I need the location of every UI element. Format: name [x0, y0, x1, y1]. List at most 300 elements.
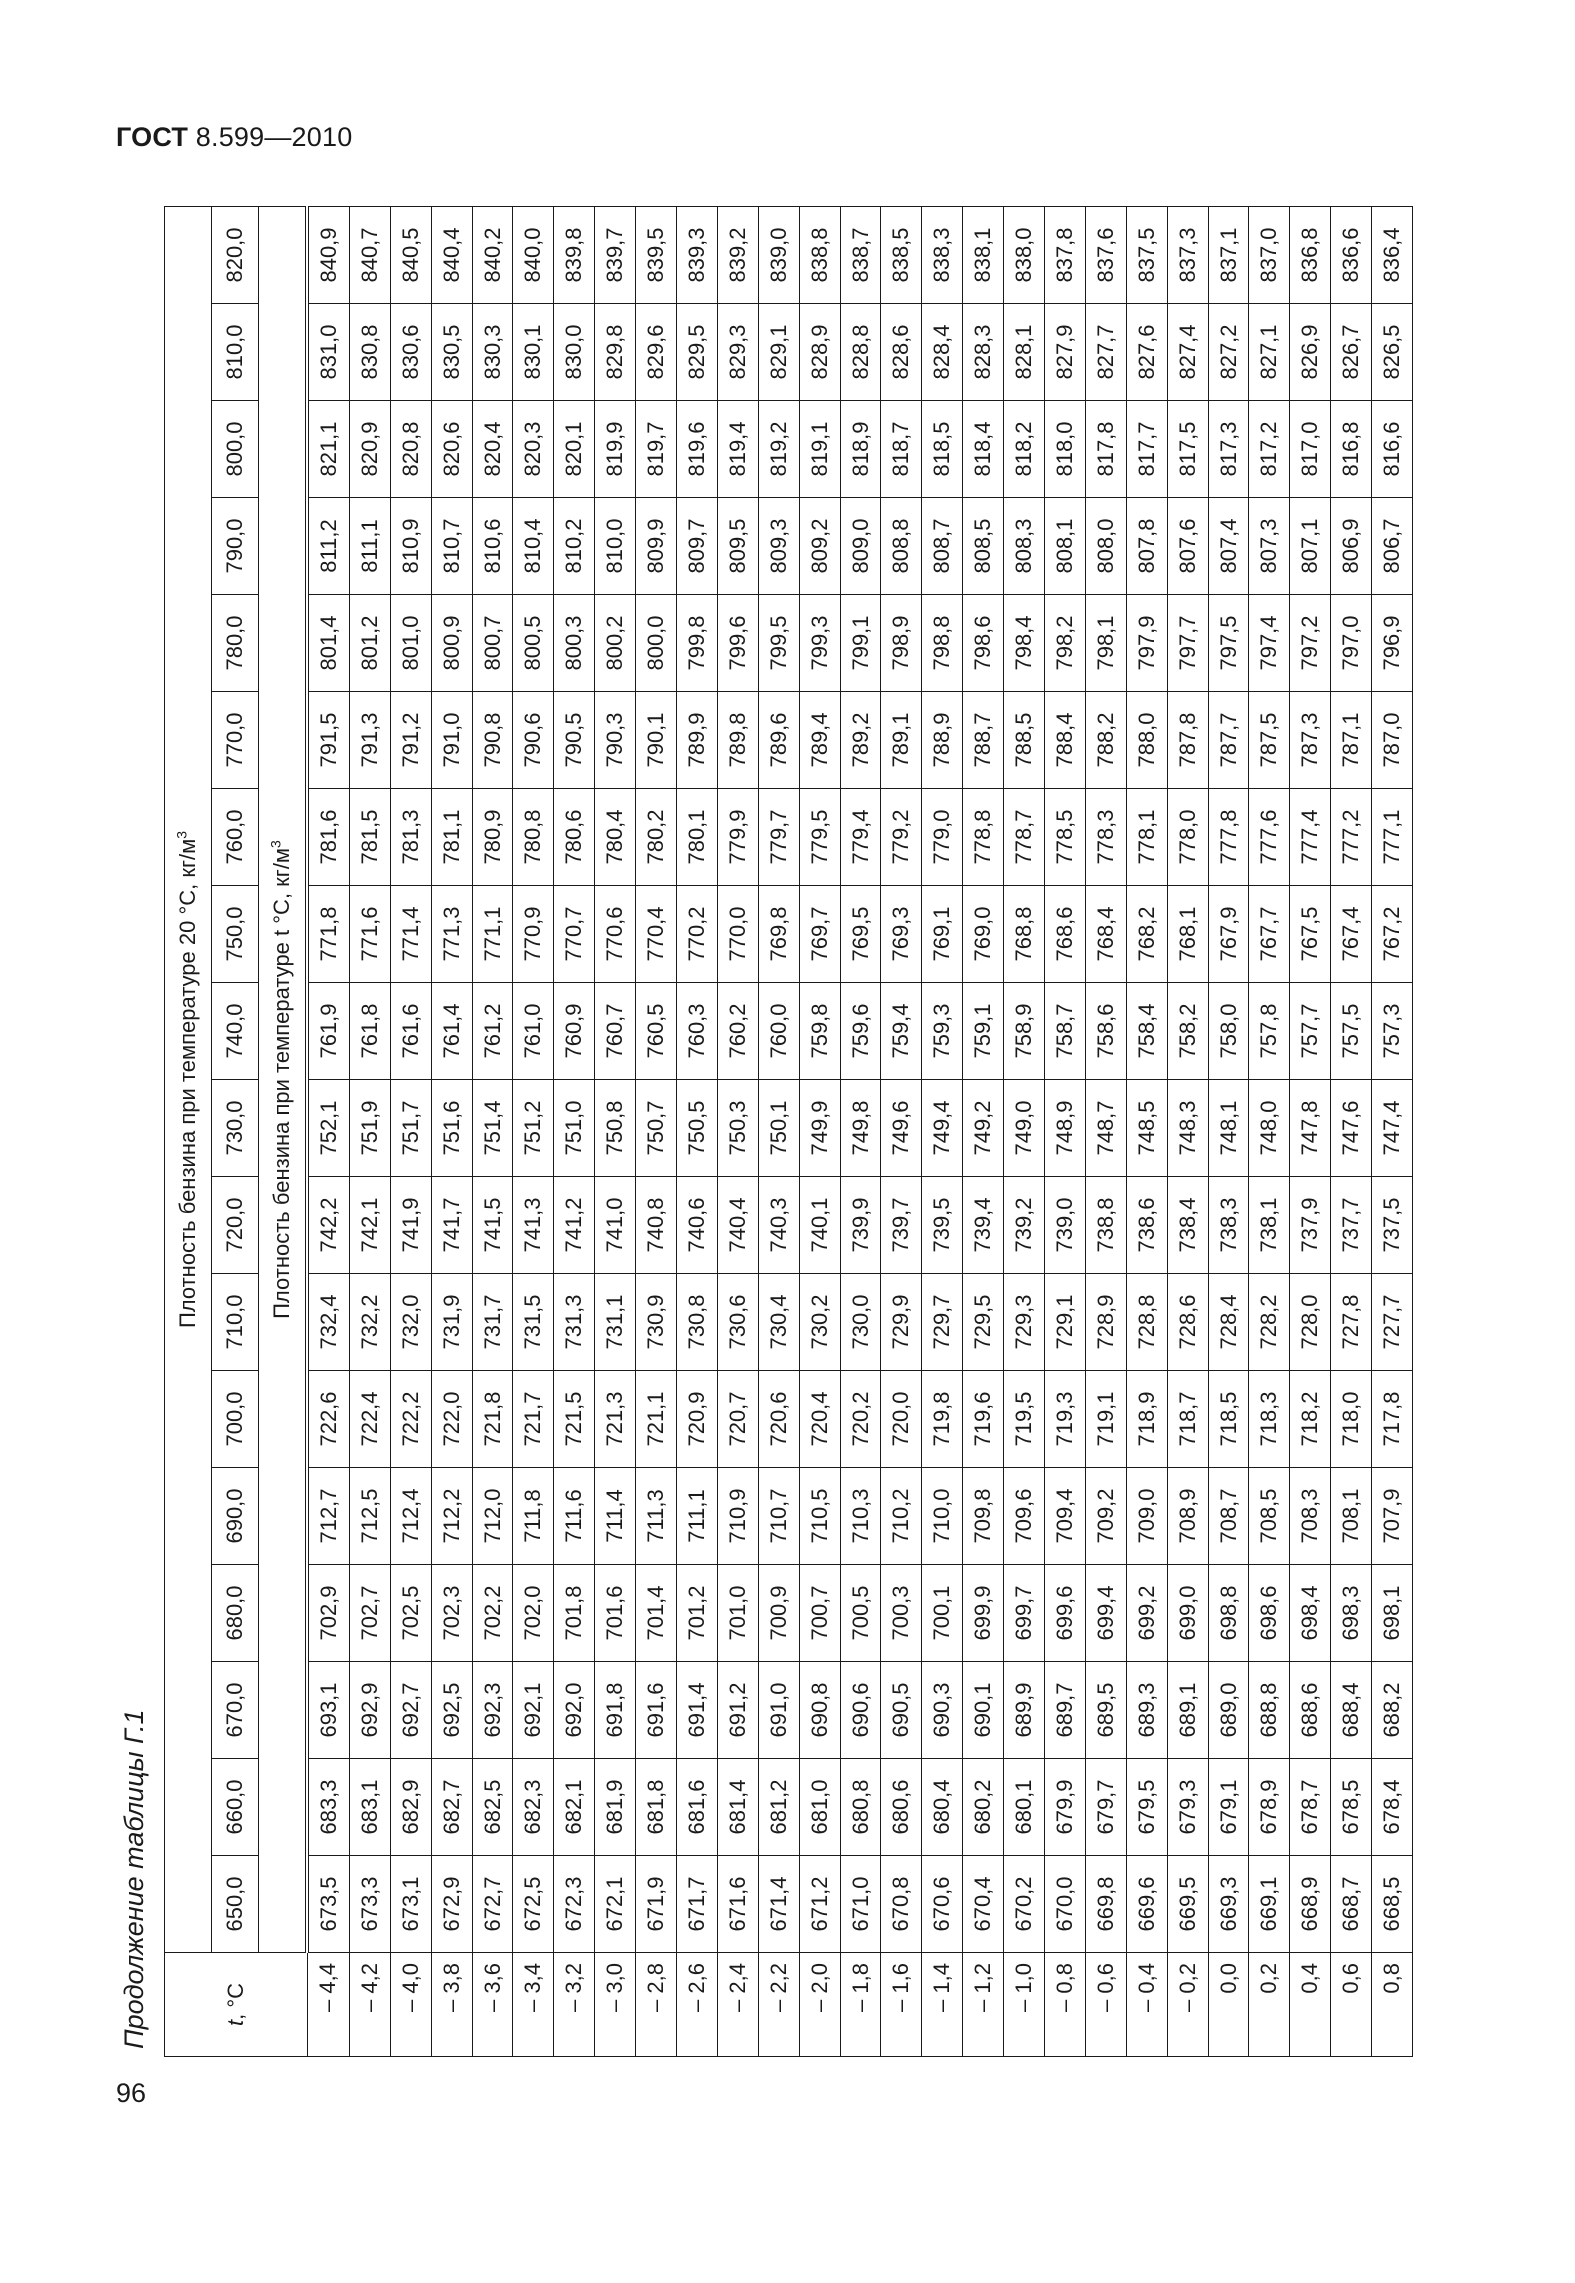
density-cell: 699,9 — [963, 1565, 1004, 1662]
density-cell: 768,2 — [1126, 886, 1167, 983]
density-cell: 831,0 — [307, 304, 349, 401]
table-row — [1331, 207, 1372, 2057]
density-cell: 741,9 — [390, 1177, 431, 1274]
density-cell: 671,6 — [717, 1856, 758, 1953]
density-cell: 790,1 — [636, 692, 677, 789]
density-cell: 699,6 — [1045, 1565, 1086, 1662]
density-cell: 700,7 — [799, 1565, 840, 1662]
density-cell: 808,7 — [922, 498, 963, 595]
table-row — [1290, 207, 1331, 2057]
density-cell: 709,0 — [1126, 1468, 1167, 1565]
density-cell: 700,1 — [922, 1565, 963, 1662]
density-cell: 759,4 — [881, 983, 922, 1080]
density-cell: 780,9 — [472, 789, 513, 886]
density-cell: 737,9 — [1290, 1177, 1331, 1274]
density-cell: 688,8 — [1249, 1662, 1290, 1759]
density-cell: 679,7 — [1085, 1759, 1126, 1856]
density-cell: 771,1 — [472, 886, 513, 983]
standard-number: 8.599—2010 — [195, 122, 353, 152]
density-cell: 748,5 — [1126, 1080, 1167, 1177]
density-cell: 692,9 — [349, 1662, 390, 1759]
density-cell: 719,5 — [1004, 1371, 1045, 1468]
density-cell: 838,1 — [963, 207, 1004, 304]
density-cell: 729,3 — [1004, 1274, 1045, 1371]
density-cell: 827,6 — [1126, 304, 1167, 401]
density-cell: 788,4 — [1045, 692, 1086, 789]
density-cell: 747,4 — [1372, 1080, 1413, 1177]
density-cell: 790,6 — [513, 692, 554, 789]
density-cell: 779,2 — [881, 789, 922, 886]
density-cell: 777,2 — [1331, 789, 1372, 886]
temperature-cell: 0,0 — [1208, 1953, 1249, 2057]
density-cell: 761,6 — [390, 983, 431, 1080]
sub-header-text: Плотность бензина при температуре t °С, кг/м — [269, 847, 294, 1319]
density-cell: 737,5 — [1372, 1177, 1413, 1274]
density-cell: 800,9 — [431, 595, 472, 692]
density-cell: 828,9 — [799, 304, 840, 401]
density-cell: 718,3 — [1249, 1371, 1290, 1468]
density-cell: 730,4 — [758, 1274, 799, 1371]
density-cell: 691,0 — [758, 1662, 799, 1759]
table-row — [307, 207, 349, 2057]
density-column-header: 790,0 — [212, 498, 259, 595]
density-cell: 828,3 — [963, 304, 1004, 401]
density-cell: 698,6 — [1249, 1565, 1290, 1662]
density-cell: 699,2 — [1126, 1565, 1167, 1662]
density-cell: 757,3 — [1372, 983, 1413, 1080]
density-cell: 777,6 — [1249, 789, 1290, 886]
density-cell: 711,8 — [513, 1468, 554, 1565]
density-cell: 672,1 — [595, 1856, 636, 1953]
density-cell: 692,3 — [472, 1662, 513, 1759]
density-cell: 712,7 — [307, 1468, 349, 1565]
density-cell: 730,2 — [799, 1274, 840, 1371]
density-cell: 760,7 — [595, 983, 636, 1080]
density-cell: 741,5 — [472, 1177, 513, 1274]
table-row — [881, 207, 922, 2057]
density-cell: 749,4 — [922, 1080, 963, 1177]
density-cell: 731,1 — [595, 1274, 636, 1371]
density-cell: 780,8 — [513, 789, 554, 886]
standard-prefix: ГОСТ — [116, 122, 189, 152]
table-row — [636, 207, 677, 2057]
density-cell: 789,8 — [717, 692, 758, 789]
temperature-cell: – 1,6 — [881, 1953, 922, 2057]
density-cell: 679,1 — [1208, 1759, 1249, 1856]
density-cell: 739,2 — [1004, 1177, 1045, 1274]
density-cell: 768,8 — [1004, 886, 1045, 983]
density-cell: 760,0 — [758, 983, 799, 1080]
density-cell: 692,5 — [431, 1662, 472, 1759]
density-cell: 750,5 — [677, 1080, 718, 1177]
density-cell: 778,1 — [1126, 789, 1167, 886]
density-cell: 830,6 — [390, 304, 431, 401]
density-cell: 801,4 — [307, 595, 349, 692]
density-cell: 750,8 — [595, 1080, 636, 1177]
density-cell: 739,5 — [922, 1177, 963, 1274]
density-cell: 799,5 — [758, 595, 799, 692]
density-cell: 809,2 — [799, 498, 840, 595]
density-cell: 741,7 — [431, 1177, 472, 1274]
density-cell: 750,7 — [636, 1080, 677, 1177]
density-cell: 828,4 — [922, 304, 963, 401]
density-cell: 708,9 — [1167, 1468, 1208, 1565]
density-cell: 749,8 — [840, 1080, 881, 1177]
density-cell: 730,8 — [677, 1274, 718, 1371]
density-cell: 741,3 — [513, 1177, 554, 1274]
density-cell: 721,7 — [513, 1371, 554, 1468]
density-cell: 712,0 — [472, 1468, 513, 1565]
density-column-header: 780,0 — [212, 595, 259, 692]
density-cell: 678,4 — [1372, 1759, 1413, 1856]
density-cell: 768,4 — [1085, 886, 1126, 983]
density-cell: 761,2 — [472, 983, 513, 1080]
density-cell: 740,3 — [758, 1177, 799, 1274]
density-cell: 769,3 — [881, 886, 922, 983]
table-row — [799, 207, 840, 2057]
density-cell: 731,7 — [472, 1274, 513, 1371]
density-cell: 739,0 — [1045, 1177, 1086, 1274]
table-row — [390, 207, 431, 2057]
density-cell: 768,1 — [1167, 886, 1208, 983]
density-cell: 711,6 — [554, 1468, 595, 1565]
density-cell: 820,9 — [349, 401, 390, 498]
density-cell: 787,3 — [1290, 692, 1331, 789]
density-cell: 672,5 — [513, 1856, 554, 1953]
density-cell: 839,0 — [758, 207, 799, 304]
table-row — [349, 207, 390, 2057]
density-cell: 771,3 — [431, 886, 472, 983]
density-cell: 778,7 — [1004, 789, 1045, 886]
density-cell: 701,8 — [554, 1565, 595, 1662]
density-cell: 771,8 — [307, 886, 349, 983]
density-cell: 837,5 — [1126, 207, 1167, 304]
density-cell: 731,5 — [513, 1274, 554, 1371]
density-cell: 673,1 — [390, 1856, 431, 1953]
density-cell: 682,1 — [554, 1759, 595, 1856]
density-cell: 827,7 — [1085, 304, 1126, 401]
density-cell: 749,2 — [963, 1080, 1004, 1177]
density-cell: 809,0 — [840, 498, 881, 595]
density-cell: 767,9 — [1208, 886, 1249, 983]
density-cell: 751,2 — [513, 1080, 554, 1177]
density-cell: 702,9 — [307, 1565, 349, 1662]
density-cell: 689,1 — [1167, 1662, 1208, 1759]
density-cell: 698,8 — [1208, 1565, 1249, 1662]
density-cell: 707,9 — [1372, 1468, 1413, 1565]
density-cell: 806,7 — [1372, 498, 1413, 595]
temperature-cell: – 1,0 — [1004, 1953, 1045, 2057]
density-cell: 807,4 — [1208, 498, 1249, 595]
density-cell: 800,0 — [636, 595, 677, 692]
density-cell: 681,6 — [677, 1759, 718, 1856]
density-column-header: 810,0 — [212, 304, 259, 401]
density-cell: 837,0 — [1249, 207, 1290, 304]
density-column-header: 740,0 — [212, 983, 259, 1080]
density-cell: 840,7 — [349, 207, 390, 304]
density-cell: 826,5 — [1372, 304, 1413, 401]
density-cell: 750,1 — [758, 1080, 799, 1177]
density-cell: 836,8 — [1290, 207, 1331, 304]
density-cell: 767,4 — [1331, 886, 1372, 983]
density-cell: 728,8 — [1126, 1274, 1167, 1371]
density-cell: 718,7 — [1167, 1371, 1208, 1468]
density-cell: 727,8 — [1331, 1274, 1372, 1371]
density-column-header: 730,0 — [212, 1080, 259, 1177]
density-cell: 740,6 — [677, 1177, 718, 1274]
density-cell: 669,1 — [1249, 1856, 1290, 1953]
density-cell: 712,4 — [390, 1468, 431, 1565]
density-cell: 798,4 — [1004, 595, 1045, 692]
density-cell: 761,9 — [307, 983, 349, 1080]
density-cell: 830,5 — [431, 304, 472, 401]
density-cell: 821,1 — [307, 401, 349, 498]
density-cell: 721,8 — [472, 1371, 513, 1468]
density-cell: 819,6 — [677, 401, 718, 498]
density-cell: 709,2 — [1085, 1468, 1126, 1565]
density-cell: 819,4 — [717, 401, 758, 498]
density-cell: 719,1 — [1085, 1371, 1126, 1468]
density-cell: 820,4 — [472, 401, 513, 498]
density-cell: 769,8 — [758, 886, 799, 983]
density-cell: 791,5 — [307, 692, 349, 789]
density-cell: 730,6 — [717, 1274, 758, 1371]
density-cell: 728,4 — [1208, 1274, 1249, 1371]
density-cell: 788,7 — [963, 692, 1004, 789]
density-cell: 788,5 — [1004, 692, 1045, 789]
density-cell: 798,1 — [1085, 595, 1126, 692]
density-cell: 811,1 — [349, 498, 390, 595]
density-cell: 761,0 — [513, 983, 554, 1080]
density-cell: 710,5 — [799, 1468, 840, 1565]
density-cell: 817,5 — [1167, 401, 1208, 498]
density-cell: 682,3 — [513, 1759, 554, 1856]
density-cell: 751,4 — [472, 1080, 513, 1177]
table-row — [554, 207, 595, 2057]
density-cell: 816,8 — [1331, 401, 1372, 498]
density-cell: 698,1 — [1372, 1565, 1413, 1662]
density-cell: 728,6 — [1167, 1274, 1208, 1371]
density-column-header: 690,0 — [212, 1468, 259, 1565]
density-cell: 691,2 — [717, 1662, 758, 1759]
density-cell: 789,1 — [881, 692, 922, 789]
density-cell: 700,9 — [758, 1565, 799, 1662]
density-cell: 738,4 — [1167, 1177, 1208, 1274]
density-cell: 709,6 — [1004, 1468, 1045, 1565]
density-cell: 702,3 — [431, 1565, 472, 1662]
density-cell: 767,2 — [1372, 886, 1413, 983]
density-cell: 818,7 — [881, 401, 922, 498]
density-cell: 788,9 — [922, 692, 963, 789]
density-cell: 708,3 — [1290, 1468, 1331, 1565]
density-cell: 692,1 — [513, 1662, 554, 1759]
density-cell: 700,3 — [881, 1565, 922, 1662]
density-cell: 820,3 — [513, 401, 554, 498]
temperature-cell: – 0,2 — [1167, 1953, 1208, 2057]
density-cell: 679,9 — [1045, 1759, 1086, 1856]
temperature-cell: – 4,0 — [390, 1953, 431, 2057]
density-cell: 790,5 — [554, 692, 595, 789]
density-cell: 797,7 — [1167, 595, 1208, 692]
density-cell: 741,0 — [595, 1177, 636, 1274]
density-column-header: 680,0 — [212, 1565, 259, 1662]
density-cell: 838,7 — [840, 207, 881, 304]
density-cell: 749,9 — [799, 1080, 840, 1177]
temperature-cell: – 4,2 — [349, 1953, 390, 2057]
density-cell: 708,1 — [1331, 1468, 1372, 1565]
group-header — [165, 207, 212, 1953]
density-cell: 771,6 — [349, 886, 390, 983]
density-cell: 840,9 — [307, 207, 349, 304]
density-cell: 781,5 — [349, 789, 390, 886]
density-cell: 717,8 — [1372, 1371, 1413, 1468]
density-cell: 689,3 — [1126, 1662, 1167, 1759]
density-cell: 730,0 — [840, 1274, 881, 1371]
density-cell: 791,0 — [431, 692, 472, 789]
density-cell: 817,8 — [1085, 401, 1126, 498]
density-cell: 839,3 — [677, 207, 718, 304]
density-column-header: 700,0 — [212, 1371, 259, 1468]
density-cell: 718,0 — [1331, 1371, 1372, 1468]
density-cell: 683,3 — [307, 1759, 349, 1856]
density-cell: 688,4 — [1331, 1662, 1372, 1759]
density-cell: 681,4 — [717, 1759, 758, 1856]
density-cell: 770,6 — [595, 886, 636, 983]
density-cell: 818,0 — [1045, 401, 1086, 498]
density-cell: 672,7 — [472, 1856, 513, 1953]
density-cell: 721,1 — [636, 1371, 677, 1468]
density-cell: 829,3 — [717, 304, 758, 401]
density-cell: 681,9 — [595, 1759, 636, 1856]
density-cell: 749,6 — [881, 1080, 922, 1177]
density-cell: 809,5 — [717, 498, 758, 595]
density-cell: 689,5 — [1085, 1662, 1126, 1759]
density-cell: 770,2 — [677, 886, 718, 983]
density-cell: 799,6 — [717, 595, 758, 692]
density-cell: 742,2 — [307, 1177, 349, 1274]
density-cell: 770,9 — [513, 886, 554, 983]
density-cell: 729,1 — [1045, 1274, 1086, 1371]
density-cell: 751,6 — [431, 1080, 472, 1177]
density-cell: 779,7 — [758, 789, 799, 886]
density-cell: 806,9 — [1331, 498, 1372, 595]
density-cell: 708,5 — [1249, 1468, 1290, 1565]
density-cell: 712,5 — [349, 1468, 390, 1565]
density-cell: 789,2 — [840, 692, 881, 789]
density-cell: 682,5 — [472, 1759, 513, 1856]
density-cell: 701,4 — [636, 1565, 677, 1662]
density-cell: 819,9 — [595, 401, 636, 498]
density-cell: 778,8 — [963, 789, 1004, 886]
temperature-cell: 0,8 — [1372, 1953, 1413, 2057]
density-cell: 809,9 — [636, 498, 677, 595]
density-cell: 769,1 — [922, 886, 963, 983]
density-column-header: 710,0 — [212, 1274, 259, 1371]
density-column-header: 670,0 — [212, 1662, 259, 1759]
density-cell: 710,9 — [717, 1468, 758, 1565]
density-cell: 729,7 — [922, 1274, 963, 1371]
density-cell: 691,8 — [595, 1662, 636, 1759]
density-cell: 700,5 — [840, 1565, 881, 1662]
density-cell: 751,9 — [349, 1080, 390, 1177]
density-cell: 779,4 — [840, 789, 881, 886]
density-cell: 838,0 — [1004, 207, 1045, 304]
density-cell: 739,9 — [840, 1177, 881, 1274]
table-row — [840, 207, 881, 2057]
density-cell: 678,5 — [1331, 1759, 1372, 1856]
density-cell: 838,3 — [922, 207, 963, 304]
density-cell: 837,6 — [1085, 207, 1126, 304]
temperature-cell: – 3,4 — [513, 1953, 554, 2057]
density-cell: 778,0 — [1167, 789, 1208, 886]
density-cell: 787,8 — [1167, 692, 1208, 789]
table-row — [1372, 207, 1413, 2057]
density-cell: 770,4 — [636, 886, 677, 983]
density-cell: 688,2 — [1372, 1662, 1413, 1759]
density-cell: 698,4 — [1290, 1565, 1331, 1662]
density-cell: 719,8 — [922, 1371, 963, 1468]
density-cell: 737,7 — [1331, 1177, 1372, 1274]
density-cell: 839,7 — [595, 207, 636, 304]
density-cell: 722,2 — [390, 1371, 431, 1468]
density-cell: 769,5 — [840, 886, 881, 983]
density-cell: 699,4 — [1085, 1565, 1126, 1662]
density-cell: 820,1 — [554, 401, 595, 498]
density-cell: 797,0 — [1331, 595, 1372, 692]
density-cell: 751,0 — [554, 1080, 595, 1177]
table-caption: Продолжение таблицы Г.1 — [119, 1709, 149, 2049]
density-cell: 768,6 — [1045, 886, 1086, 983]
density-cell: 668,7 — [1331, 1856, 1372, 1953]
density-cell: 770,0 — [717, 886, 758, 983]
density-cell: 758,2 — [1167, 983, 1208, 1080]
density-column-header: 720,0 — [212, 1177, 259, 1274]
density-cell: 808,5 — [963, 498, 1004, 595]
density-cell: 840,2 — [472, 207, 513, 304]
table-row — [1249, 207, 1290, 2057]
density-cell: 680,2 — [963, 1759, 1004, 1856]
density-cell: 691,4 — [677, 1662, 718, 1759]
density-column-header: 800,0 — [212, 401, 259, 498]
density-cell: 681,8 — [636, 1759, 677, 1856]
table-row — [595, 207, 636, 2057]
density-cell: 810,6 — [472, 498, 513, 595]
density-cell: 828,6 — [881, 304, 922, 401]
density-cell: 718,5 — [1208, 1371, 1249, 1468]
density-cell: 839,8 — [554, 207, 595, 304]
density-cell: 801,2 — [349, 595, 390, 692]
density-cell: 807,6 — [1167, 498, 1208, 595]
density-cell: 798,2 — [1045, 595, 1086, 692]
density-cell: 741,2 — [554, 1177, 595, 1274]
density-cell: 787,0 — [1372, 692, 1413, 789]
density-cell: 722,0 — [431, 1371, 472, 1468]
density-cell: 669,3 — [1208, 1856, 1249, 1953]
temperature-cell: 0,2 — [1249, 1953, 1290, 2057]
density-cell: 680,1 — [1004, 1759, 1045, 1856]
density-cell: 797,9 — [1126, 595, 1167, 692]
temperature-symbol: t — [222, 2019, 248, 2027]
density-cell: 758,6 — [1085, 983, 1126, 1080]
density-cell: 801,0 — [390, 595, 431, 692]
density-column-header: 770,0 — [212, 692, 259, 789]
density-cell: 840,4 — [431, 207, 472, 304]
density-cell: 840,0 — [513, 207, 554, 304]
density-cell: 817,7 — [1126, 401, 1167, 498]
density-cell: 738,1 — [1249, 1177, 1290, 1274]
density-cell: 796,9 — [1372, 595, 1413, 692]
density-cell: 670,4 — [963, 1856, 1004, 1953]
